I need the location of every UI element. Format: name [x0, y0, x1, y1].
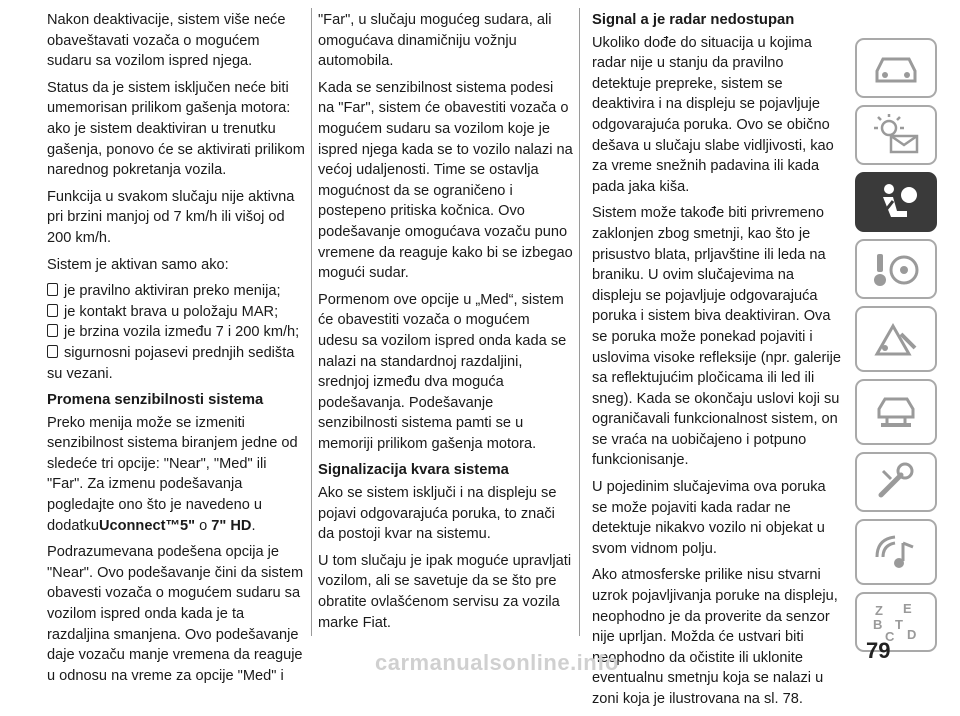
list-item	[47, 343, 305, 364]
text-column-1	[47, 10, 305, 692]
index-letter: B	[873, 617, 883, 632]
list-item	[47, 281, 305, 302]
product-name: Uconnect™5"	[98, 517, 196, 534]
alphabet-index-icon	[871, 601, 921, 643]
car-lift-icon	[871, 391, 921, 433]
index-letter: Z	[875, 603, 883, 618]
page-number: 79	[866, 638, 891, 663]
checkbox-bullet-icon	[47, 304, 58, 317]
paragraph: U pojedinim slučajevima ova poruka se može pojaviti kada radar ne detektuje nikakvo vozilo ni objekat u svom vidnom polju.	[592, 479, 826, 557]
warning-triangle-icon	[871, 318, 921, 360]
index-letter: E	[903, 601, 912, 616]
key-steering-wheel-icon	[871, 248, 921, 290]
tab-servicing[interactable]	[855, 379, 937, 445]
checkbox-bullet-icon	[47, 324, 58, 337]
section-heading: Signalizacija kvara sistema	[318, 462, 509, 479]
paragraph: Nakon deaktivacije, sistem više neće obaveštavati vozača o mogućem sudaru sa vozilom ispred njega.	[47, 12, 286, 70]
paragraph: Sistem može takođe biti privremeno zaklonjen zbog smetnji, kao što je prisustvo blata, prljavštine ili leda na braniku. U ovim slučajevima na displeju se pojavljuje odgovarajuća poruka i sistem biva deaktiviran. Ova se poruka može ponekad pojaviti i uslovima visoke refleksije (npr. galerije sa reflektujućim pločicama ili led ili sneg). Kada se okončaju uslovi koji su ograničavali funkcionalnost sistem, on se vraća na uobičajeno i potpuno funkcionisanje.	[592, 205, 842, 469]
tab-safety[interactable]	[855, 172, 937, 232]
tab-warning-lights[interactable]	[855, 105, 937, 165]
column-divider	[579, 8, 580, 636]
text-column-2	[318, 10, 573, 639]
paragraph: Ako se sistem isključi i na displeju se pojavi odgovarajuća poruka, to znači da postoji kvar na sistemu.	[318, 485, 557, 543]
section-heading: Promena senzibilnosti sistema	[47, 392, 264, 409]
paragraph	[47, 413, 305, 537]
paragraph: U tom slučaju je ipak moguće upravljati vozilom, ali se savetuje da se što pre obratite ovlašćenom servisu za vozila marke Fiat.	[318, 552, 572, 631]
list-item	[47, 302, 305, 323]
chapter-tabs	[855, 38, 937, 659]
column-divider	[311, 8, 312, 636]
paragraph: Status da je sistem isključen neće biti umemorisan prilikom gašenja motora: ako je sistem deaktiviran u trenutku gašenja, ponovo će se aktivirati prilikom narednog pokretanja vozila.	[47, 79, 305, 179]
paragraph-text: o	[195, 517, 212, 534]
paragraph: Sistem je aktivan samo ako:	[47, 256, 229, 273]
list-item-text: je pravilno aktiviran preko menija;	[64, 283, 281, 300]
paragraph: Pormenom ove opcije u „Med“, sistem će obavestiti vozača o mogućem udesu sa vozilom ispred onda kada se nalazi na standardnoj razdaljini, srednjoj između dva moguća podešavanja. Podešavanje senzibilnosti sistema pamti se u memoriji prilikom gašenja motora.	[318, 291, 567, 452]
condition-list	[47, 281, 305, 363]
paragraph: Ukoliko dođe do situacija u kojima radar nije u stanju da pravilno detektuje prepreke, sistem se deaktivira i na displeju se pojavljuje odgovarajuća poruka. Ovo se obično dešava u slučaju slabe vidljivosti, kao za vreme snežnih padavina ili kada pada jaka kiša.	[592, 34, 834, 195]
paragraph-text: Preko menija može se izmeniti senzibilnost sistema biranjem jedne od sledeće tri opcije: "Near", "Med" ili "Far". Za izmenu podešavanja pogledajte ono što je navedeno u dodatku	[47, 414, 298, 534]
dashboard-car-icon	[871, 47, 921, 89]
tab-technical-data[interactable]	[855, 452, 937, 512]
list-item	[47, 322, 305, 343]
checkbox-bullet-icon	[47, 283, 58, 296]
index-letter: D	[907, 627, 917, 642]
music-satellite-icon	[871, 531, 921, 573]
paragraph: Kada se senzibilnost sistema podesi na "Far", sistem će obavestiti vozača o mogućem sudaru sa vozilom koje je ispred njega kada se to vozilo nalazi na većoj udaljenosti. Time se ostavlja mogućnost da se ograničeno i postepeno pritiska kočnica. Ovo podešavanje omogućava vozaču puno vremene da reaguje kako bi se izbegao mogući sudar.	[318, 79, 573, 282]
tab-dashboard[interactable]	[855, 38, 937, 98]
paragraph: Funkcija u svakom slučaju nije aktivna pri brzini manjoj od 7 km/h ili višoj od 200 km/h.	[47, 188, 295, 246]
list-item-text: je brzina vozila između 7 i 200 km/h;	[64, 324, 300, 341]
product-name: 7" HD	[211, 517, 252, 534]
wrench-icon	[871, 461, 921, 503]
tab-emergency[interactable]	[855, 306, 937, 372]
index-letter: C	[885, 629, 895, 643]
watermark: carmanualsonline.info	[375, 650, 619, 675]
checkbox-bullet-icon	[47, 345, 58, 358]
section-heading: Signal a je radar nedostupan	[592, 12, 795, 28]
list-item-text: je kontakt brava u položaju MAR;	[64, 303, 279, 320]
tab-multimedia[interactable]	[855, 519, 937, 585]
paragraph: Podrazumevana podešena opcija je "Near". Ovo podešavanje čini da sistem obavesti vozača o mogućem sudaru sa vozilom ispred onda kada je ta razdaljina smanjena. Ovo podešavanje daje vozaču manje vremena da reaguje u odnosu na vreme za opcije "Med" i	[47, 544, 304, 684]
paragraph: Ako atmosferske prilike nisu stvarni uzrok pojavljivanja poruke na displeju, neophodno je da proverite da senzor nije uprljan. Možda će ustvari biti neophodno da očistite ili uklonite eventualnu smetnju koja se nalazi u zoni koja je ilustrovana na sl. 78.	[592, 567, 838, 707]
list-tail: su vezani.	[47, 365, 113, 382]
text-column-3	[592, 10, 842, 716]
tab-starting-driving[interactable]	[855, 239, 937, 299]
paragraph: "Far", u slučaju mogućeg sudara, ali omogućava dinamičniju vožnju automobila.	[318, 12, 552, 70]
index-letter: T	[895, 617, 903, 632]
list-item-text: sigurnosni pojasevi prednjih sedišta	[64, 344, 295, 361]
paragraph-text: .	[251, 517, 256, 534]
lamp-envelope-icon	[871, 114, 921, 156]
seat-airbag-icon	[871, 181, 921, 223]
